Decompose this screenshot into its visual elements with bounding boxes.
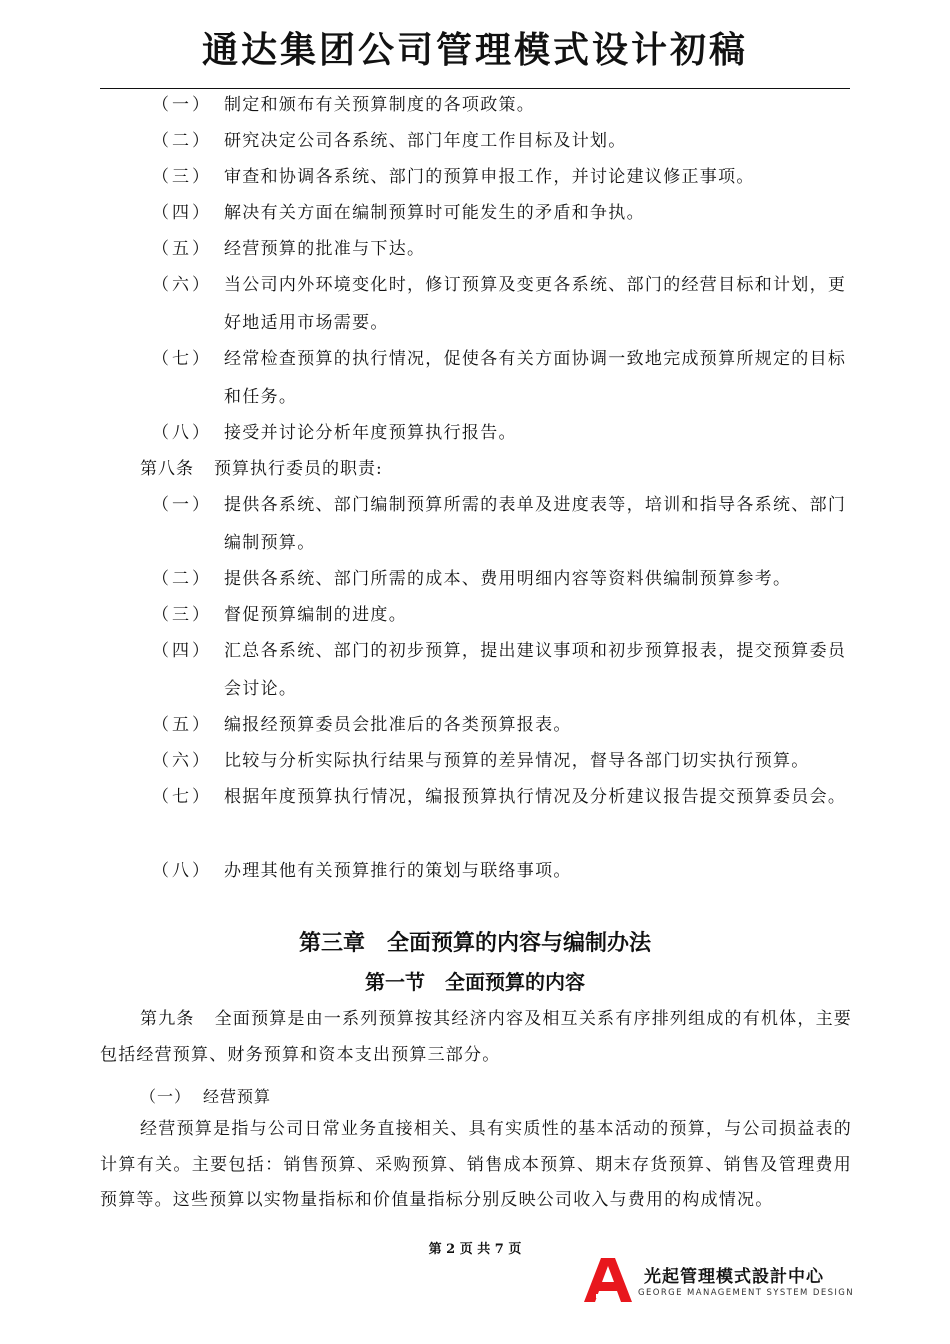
item-text: 制定和颁布有关预算制度的各项政策。: [224, 95, 536, 115]
item-number: （二）: [152, 569, 212, 589]
item-text: 研究决定公司各系统、部门年度工作目标及计划。: [224, 131, 627, 151]
item-text: 审查和协调各系统、部门的预算申报工作，并讨论建议修正事项。: [224, 167, 755, 187]
company-logo: [582, 1256, 855, 1306]
list-item: [152, 596, 852, 634]
item-text: 编报经预算委员会批准后的各类预算报表。: [224, 715, 572, 735]
list-item: [152, 230, 852, 268]
list-item: [152, 158, 852, 196]
item-number: （四）: [152, 203, 212, 223]
item-text: 办理其他有关预算推行的策划与联络事项。: [224, 861, 572, 881]
item-text: 经常检查预算的执行情况，促使各有关方面协调一致地完成预算所规定的目标和任务。: [224, 349, 847, 407]
list-item: [152, 340, 852, 416]
logo-name: 光起管理模式設計中心: [644, 1267, 824, 1287]
sub-heading: [140, 1084, 271, 1107]
article-text: 全面预算是由一系列预算按其经济内容及相互关系有序排列组成的有机体，主要包括经营预算、财务预算和资本支出预算三部分。: [100, 1009, 852, 1065]
logo-a-icon: [582, 1256, 634, 1304]
item-number: （七）: [152, 349, 212, 369]
list-item: [152, 778, 852, 854]
item-text: 汇总各系统、部门的初步预算，提出建议事项和初步预算报表，提交预算委员会讨论。: [224, 641, 847, 699]
item-text: 比较与分析实际执行结果与预算的差异情况，督导各部门切实执行预算。: [224, 751, 810, 771]
item-number: （五）: [152, 239, 212, 259]
article-text: 预算执行委员的职责:: [214, 459, 383, 479]
item-number: （一）: [152, 495, 212, 515]
article-number: 第九条: [140, 1009, 195, 1029]
section-title: 第一节 全面预算的内容: [365, 970, 585, 994]
logo-grid-cell: [596, 1299, 600, 1302]
article-number: 第八条: [140, 459, 194, 479]
list-item: [152, 194, 852, 232]
item-number: （一）: [152, 95, 212, 115]
article-9: [100, 1002, 852, 1073]
item-text: 经营预算的批准与下达。: [224, 239, 426, 259]
chapter-title: 第三章 全面预算的内容与编制办法: [298, 931, 651, 956]
item-text: 督促预算编制的进度。: [224, 605, 407, 625]
sub-heading-text: 经营预算: [203, 1087, 272, 1106]
item-number: （七）: [152, 787, 212, 807]
body-paragraph: [100, 1112, 852, 1219]
item-text: 解决有关方面在编制预算时可能发生的矛盾和争执。: [224, 203, 645, 223]
list-item: [152, 486, 852, 562]
document-title: 通达集团公司管理模式设计初稿: [201, 30, 748, 71]
list-item: [152, 266, 852, 342]
item-number: （六）: [152, 751, 212, 771]
page-number: 第 2 页 共 7 页: [428, 1242, 522, 1257]
item-text: 提供各系统、部门所需的成本、费用明细内容等资料供编制预算参考。: [224, 569, 792, 589]
item-number: （八）: [152, 423, 212, 443]
list-item: [152, 852, 852, 890]
item-text: 根据年度预算执行情况，编报预算执行情况及分析建议报告提交预算委员会。: [224, 787, 847, 807]
logo-grid-cell: [596, 1294, 600, 1298]
item-number: （三）: [152, 605, 212, 625]
article-8: [140, 450, 850, 488]
item-number: （六）: [152, 275, 212, 295]
list-item: [152, 560, 852, 598]
list-item: [152, 742, 852, 780]
logo-subtitle: GEORGE MANAGEMENT SYSTEM DESIGN: [638, 1288, 855, 1298]
item-text: 接受并讨论分析年度预算执行报告。: [224, 423, 517, 443]
item-number: （八）: [152, 861, 212, 881]
list-item: [152, 86, 852, 124]
list-item: [152, 706, 852, 744]
item-text: 当公司内外环境变化时，修订预算及变更各系统、部门的经营目标和计划，更好地适用市场需要。: [224, 275, 847, 333]
paragraph-text: 经营预算是指与公司日常业务直接相关、具有实质性的基本活动的预算，与公司损益表的计算有关。主要包括：销售预算、采购预算、销售成本预算、期末存货预算、销售及管理费用预算等。这些预算以实物量指标和价值量指标分别反映公司收入与费用的构成情况。: [100, 1119, 852, 1210]
list-item: [152, 122, 852, 160]
item-number: （五）: [152, 715, 212, 735]
item-text: 提供各系统、部门编制预算所需的表单及进度表等，培训和指导各系统、部门编制预算。: [224, 495, 847, 553]
item-number: （二）: [152, 131, 212, 151]
item-number: （四）: [152, 641, 212, 661]
list-item: [152, 632, 852, 708]
sub-heading-number: （一）: [140, 1087, 192, 1106]
logo-grid-cell: [602, 1294, 606, 1298]
item-number: （三）: [152, 167, 212, 187]
list-item: [152, 414, 852, 452]
